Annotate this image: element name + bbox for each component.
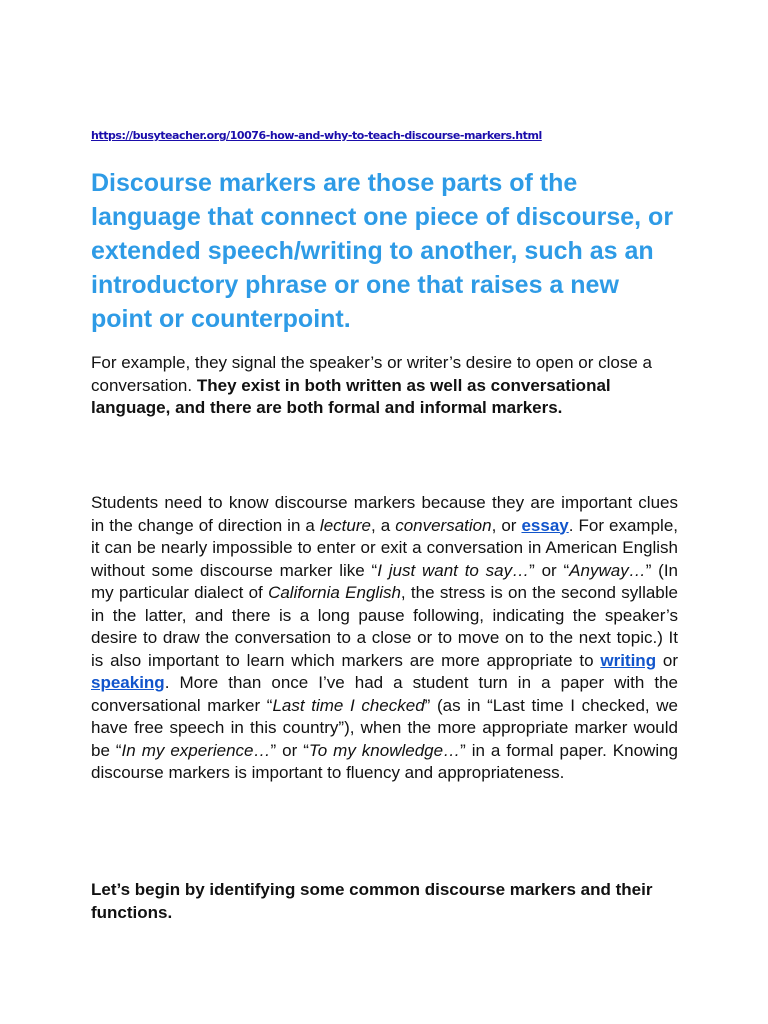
intro-bold-text: They exist in both written as well as conversational language, and there are both formal and informal markers. [91,375,611,417]
body-text: ” (In my particular dialect of [91,560,678,602]
body-text: , a [370,515,396,535]
body-text: ” or “ [529,560,570,580]
speaking-link[interactable]: speaking [91,673,165,692]
body-paragraph [91,492,678,785]
essay-link[interactable]: essay [521,515,569,535]
body-text: or [656,650,678,670]
body-text: , or [491,515,522,535]
source-link[interactable]: https://busyteacher.org/10076-how-and-why-to-teach-discourse-markers.html [91,129,542,142]
italic-conversation: conversation [395,515,492,535]
closing-paragraph: Let’s begin by identifying some common discourse markers and their functions. [91,880,653,922]
italic-marker: In my experience… [121,740,271,760]
headline: Discourse markers are those parts of the language that connect one piece of discourse, or extended speech/writing to another, such as an introductory phrase or one that raises a new point or counterpoint. [91,169,674,333]
italic-marker: To my knowledge… [308,740,461,760]
body-text: . More than once I’ve had a student turn in a paper with the conversational marker “ [91,673,678,715]
body-text: , the stress is on the second syllable in the latter, and there is a long pause following, indicating the speaker’s desire to draw the conversation to a close or to move on to the next topic.) It is also important to learn which markers are more appropriate to [91,583,678,670]
body-text: ” in a formal paper. Knowing discourse markers is important to fluency and appropriateness. [91,740,679,782]
body-text: ” (as in “Last time I checked, we have free speech in this country”), when the more appropriate marker would be “ [91,695,679,760]
italic-marker: Anyway… [569,560,646,580]
intro-text: For example, they signal the speaker’s or writer’s desire to open or close a conversation. [91,353,652,395]
body-text: . For example, it can be nearly impossible to enter or exit a conversation in American English without some discourse marker like “ [91,515,678,580]
italic-marker: I just want to say… [377,560,530,580]
italic-dialect: California English [268,583,401,602]
intro-paragraph [91,352,678,420]
body-text: Students need to know discourse markers because they are important clues in the change of direction in a [91,493,678,535]
italic-lecture: lecture [319,515,371,535]
writing-link[interactable]: writing [600,650,657,670]
body-text: ” or “ [270,740,309,760]
italic-marker: Last time I checked [272,695,425,715]
